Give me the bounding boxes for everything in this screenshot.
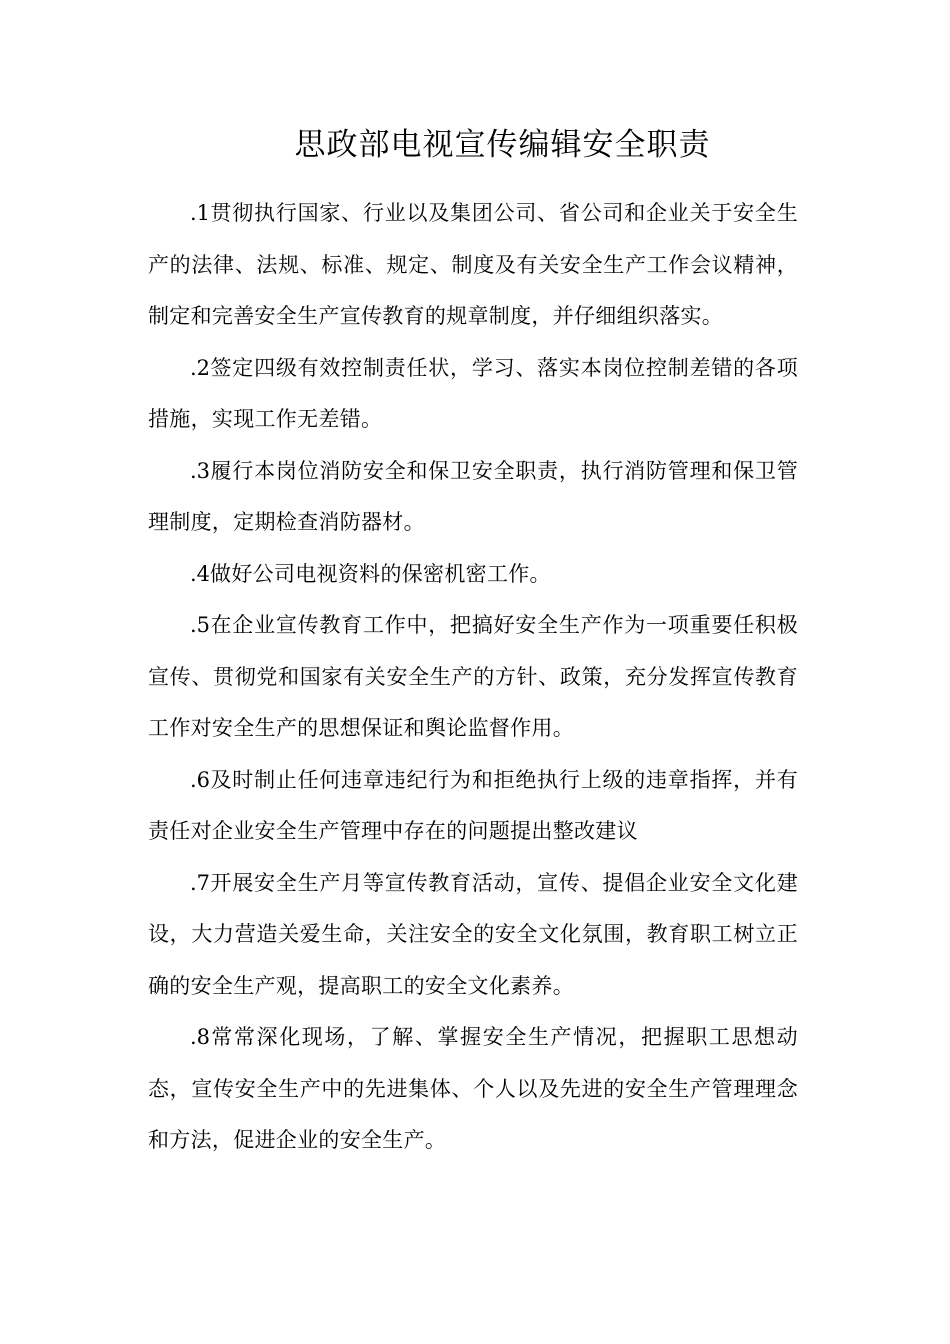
item-number: .3 <box>190 458 211 483</box>
item-text: 及时制止任何违章违纪行为和拒绝执行上级的违章指挥，并有责任对企业安全生产管理中存在的问题提出整改建议 <box>148 767 798 843</box>
responsibility-item-5 <box>148 600 798 755</box>
responsibility-item-8 <box>148 1012 798 1167</box>
responsibility-item-3 <box>148 446 798 549</box>
item-text: 贯彻执行国家、行业以及集团公司、省公司和企业关于安全生产的法律、法规、标准、规定、制度及有关安全生产工作会议精神，制定和完善安全生产宣传教育的规章制度，并仔细组织落实。 <box>148 201 798 328</box>
item-number: .4 <box>190 561 211 586</box>
item-text: 签定四级有效控制责任状，学习、落实本岗位控制差错的各项措施，实现工作无差错。 <box>148 355 798 431</box>
responsibility-item-2 <box>148 343 798 446</box>
responsibility-item-6 <box>148 755 798 858</box>
item-text: 常常深化现场，了解、掌握安全生产情况，把握职工思想动态，宣传安全生产中的先进集体、个人以及先进的安全生产管理理念和方法，促进企业的安全生产。 <box>148 1025 798 1152</box>
item-number: .5 <box>190 613 211 637</box>
responsibility-item-7 <box>148 858 798 1013</box>
item-number: .7 <box>190 870 211 895</box>
item-number: .2 <box>190 355 211 380</box>
item-text: 开展安全生产月等宣传教育活动，宣传、提倡企业安全文化建设，大力营造关爱生命，关注安全的安全文化氛围，教育职工树立正确的安全生产观，提高职工的安全文化素养。 <box>148 870 798 998</box>
responsibility-item-4 <box>148 549 798 601</box>
item-number: .8 <box>190 1025 211 1049</box>
item-number: .6 <box>190 767 211 792</box>
item-text: 履行本岗位消防安全和保卫安全职责，执行消防管理和保卫管理制度，定期检查消防器材。 <box>148 458 798 534</box>
document-body <box>148 188 798 1167</box>
responsibility-item-1 <box>148 188 798 343</box>
document-title: 思政部电视宣传编辑安全职责 <box>294 127 711 163</box>
item-text: 在企业宣传教育工作中，把搞好安全生产作为一项重要任积极宣传、贯彻党和国家有关安全生产的方针、政策，充分发挥宣传教育工作对安全生产的思想保证和舆论监督作用。 <box>148 613 798 740</box>
item-number: .1 <box>190 201 211 225</box>
item-text: 做好公司电视资料的保密机密工作。 <box>210 561 551 586</box>
